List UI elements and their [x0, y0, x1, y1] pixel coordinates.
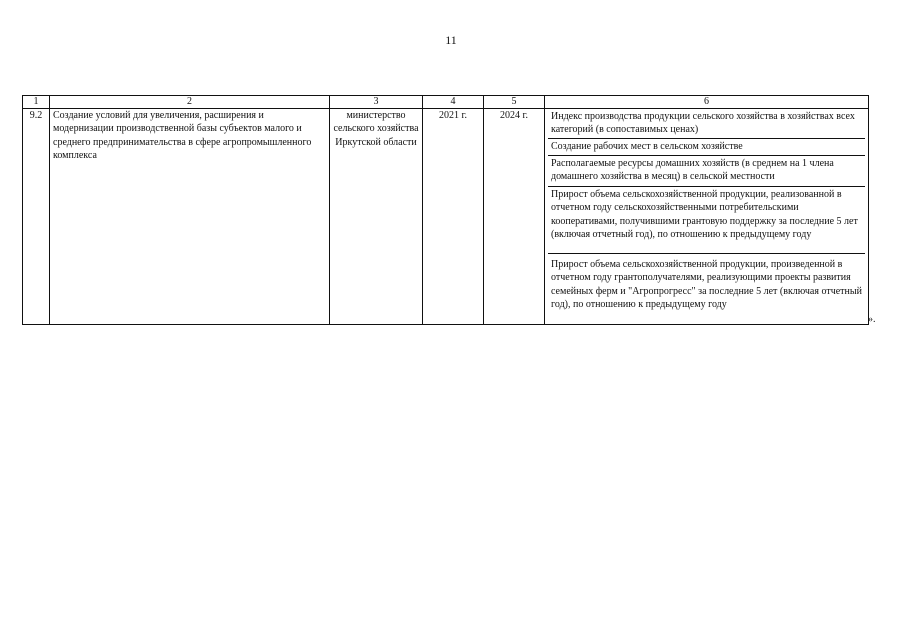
measure-cell: Создание условий для увеличения, расширения и модернизации производственной базы субъектов малого и среднего предпринимательства в сфере агропромышленного комплекса: [50, 109, 330, 325]
table-header: [23, 96, 869, 109]
row-number: 9.2: [23, 109, 50, 325]
start-year-cell: 2021 г.: [423, 109, 484, 325]
column-header-6: 6: [545, 96, 869, 109]
program-table: [22, 95, 869, 325]
executor-cell: министерство сельского хозяйства Иркутской области: [330, 109, 423, 325]
indicator-item: Индекс производства продукции сельского хозяйства в хозяйствах всех категорий (в сопоставимых ценах): [548, 109, 865, 139]
indicator-item: Создание рабочих мест в сельском хозяйстве: [548, 139, 865, 156]
indicators-cell: [545, 109, 869, 325]
column-header-4: 4: [423, 96, 484, 109]
closing-quote-mark: ».: [868, 314, 876, 325]
indicator-item: Прирост объема сельскохозяйственной продукции, реализованной в отчетном году сельскохозяйственными потребительскими кооперативами, получившими грантовую поддержку за последние 5 лет (включая отчетный год), по отношению к предыдущему году: [548, 187, 865, 254]
table-row: [23, 109, 869, 325]
column-header-5: 5: [484, 96, 545, 109]
end-year-cell: 2024 г.: [484, 109, 545, 325]
page-number: 11: [445, 33, 457, 47]
column-header-2: 2: [50, 96, 330, 109]
indicator-item: Располагаемые ресурсы домашних хозяйств (в среднем на 1 члена домашнего хозяйства в месяц) в сельской местности: [548, 156, 865, 187]
column-header-1: 1: [23, 96, 50, 109]
indicator-item: Прирост объема сельскохозяйственной продукции, произведенной в отчетном году грантополучателями, реализующими проекты развития семейных ферм и "Агропрогресс" за последние 5 лет (включая отчетный год), по отношению к предыдущему году: [551, 259, 862, 311]
column-header-3: 3: [330, 96, 423, 109]
